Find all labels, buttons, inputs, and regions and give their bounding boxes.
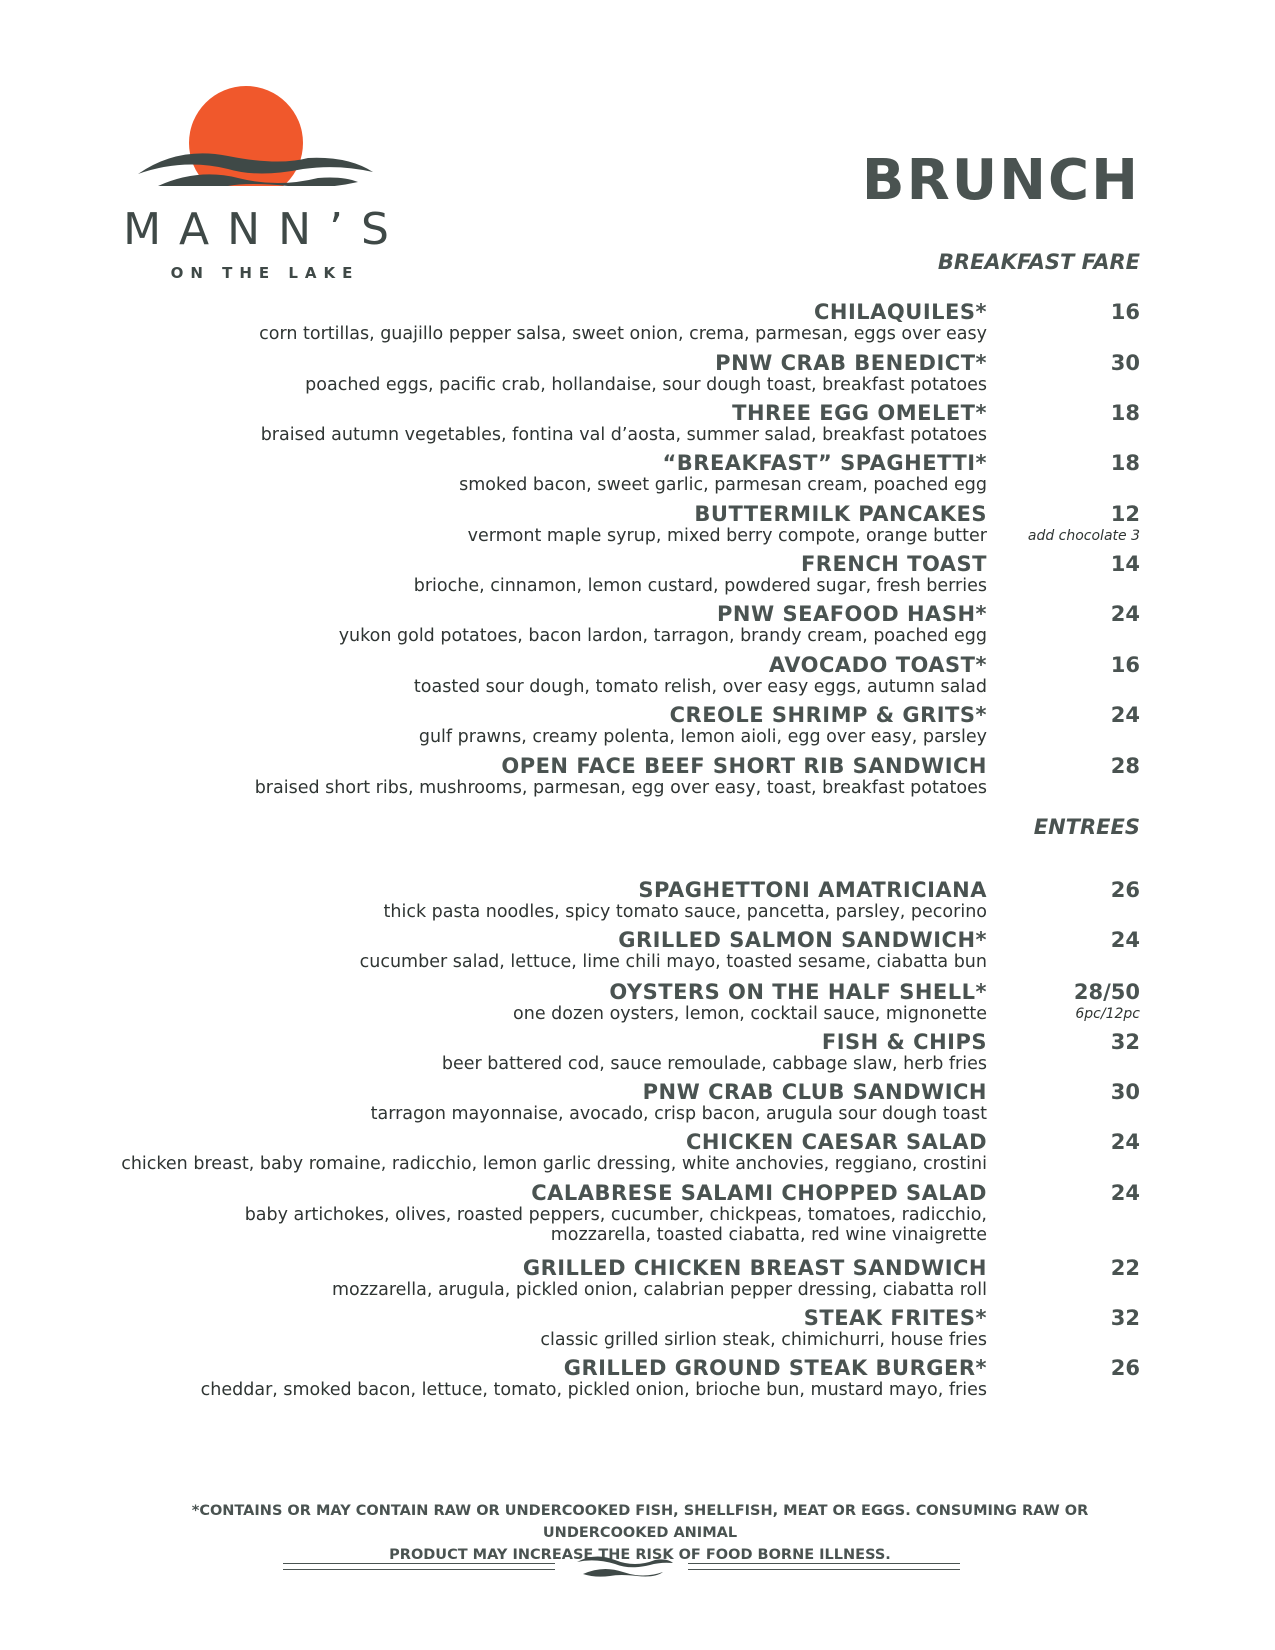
menu-item-name: OPEN FACE BEEF SHORT RIB SANDWICH	[501, 754, 987, 778]
menu-item-description	[442, 1054, 987, 1074]
menu-item-name: CREOLE SHRIMP & GRITS*	[669, 703, 987, 727]
menu-item-description	[384, 902, 987, 922]
footer-divider-left	[283, 1563, 555, 1564]
menu-item-name: CALABRESE SALAMI CHOPPED SALAD	[531, 1181, 987, 1205]
menu-item-name: PNW SEAFOOD HASH*	[717, 602, 987, 626]
menu-item-price: 26	[1110, 878, 1140, 902]
description-line: smoked bacon, sweet garlic, parmesan cream, poached egg	[459, 475, 987, 495]
menu-item-description	[121, 1154, 987, 1174]
menu-item-name: SPAGHETTONI AMATRICIANA	[638, 878, 987, 902]
description-line: poached eggs, pacific crab, hollandaise, sour dough toast, breakfast potatoes	[305, 375, 987, 395]
sun-over-water-icon	[138, 86, 388, 186]
menu-item-name: AVOCADO TOAST*	[768, 653, 987, 677]
wave-icon	[575, 1552, 675, 1580]
menu-item-price: 28	[1110, 754, 1140, 778]
menu-item-name: PNW CRAB BENEDICT*	[715, 351, 987, 375]
menu-item-description	[259, 324, 987, 344]
brand-name: MANN’S	[123, 204, 407, 255]
menu-item-name: THREE EGG OMELET*	[732, 401, 987, 425]
menu-item-price: 24	[1110, 1181, 1140, 1205]
description-line: cucumber salad, lettuce, lime chili mayo, toasted sesame, ciabatta bun	[359, 952, 987, 972]
description-line: one dozen oysters, lemon, cocktail sauce, mignonette	[513, 1004, 987, 1024]
description-line: yukon gold potatoes, bacon lardon, tarragon, brandy cream, poached egg	[338, 626, 987, 646]
menu-item-name: PNW CRAB CLUB SANDWICH	[642, 1080, 987, 1104]
description-line: mozzarella, arugula, pickled onion, calabrian pepper dressing, ciabatta roll	[331, 1280, 987, 1300]
menu-item-name: FRENCH TOAST	[800, 552, 987, 576]
menu-item-description	[261, 425, 987, 445]
menu-item-description	[339, 626, 987, 646]
menu-item-price: 14	[1110, 552, 1140, 576]
description-line: vermont maple syrup, mixed berry compote, orange butter	[467, 526, 987, 546]
menu-item-name: GRILLED GROUND STEAK BURGER*	[563, 1356, 987, 1380]
disclaimer-line: *CONTAINS OR MAY CONTAIN RAW OR UNDERCOOKED FISH, SHELLFISH, MEAT OR EGGS. CONSUMING RAW OR UNDERCOOKED ANIMAL	[191, 1503, 1089, 1541]
menu-item-description	[371, 1104, 987, 1124]
menu-item-price-note: 6pc/12pc	[1075, 1006, 1140, 1022]
menu-item-description	[468, 526, 987, 546]
description-line: cheddar, smoked bacon, lettuce, tomato, pickled onion, brioche bun, mustard mayo, fries	[200, 1380, 987, 1400]
description-line: corn tortillas, guajillo pepper salsa, sweet onion, crema, parmesan, eggs over easy	[259, 324, 987, 344]
menu-item-price: 30	[1110, 1080, 1140, 1104]
menu-item-name: CHILAQUILES*	[814, 300, 987, 324]
menu-item-name: STEAK FRITES*	[803, 1306, 987, 1330]
menu-item-name: CHICKEN CAESAR SALAD	[685, 1130, 987, 1154]
menu-item-description	[255, 778, 987, 798]
description-line: classic grilled sirlion steak, chimichurri, house fries	[540, 1330, 987, 1350]
menu-item-price: 32	[1110, 1030, 1140, 1054]
description-line: tarragon mayonnaise, avocado, crisp bacon, arugula sour dough toast	[370, 1104, 987, 1124]
footer-divider-left	[283, 1569, 555, 1570]
restaurant-logo	[100, 86, 430, 286]
menu-item-description	[360, 952, 987, 972]
footer-divider-right	[688, 1563, 960, 1564]
menu-item-description	[459, 475, 987, 495]
menu-item-description	[513, 1004, 987, 1024]
menu-item-price: 24	[1110, 602, 1140, 626]
menu-item-name: BUTTERMILK PANCAKES	[694, 502, 987, 526]
menu-item-description	[201, 1380, 987, 1400]
menu-item-description	[414, 677, 987, 697]
menu-item-price: 26	[1110, 1356, 1140, 1380]
menu-item-price: 28/50	[1073, 980, 1140, 1004]
description-line: braised autumn vegetables, fontina val d’aosta, summer salad, breakfast potatoes	[260, 425, 987, 445]
menu-item-price: 18	[1110, 451, 1140, 475]
menu-item-name: OYSTERS ON THE HALF SHELL*	[609, 980, 987, 1004]
menu-item-price: 22	[1110, 1256, 1140, 1280]
menu-item-price: 16	[1110, 653, 1140, 677]
menu-item-price: 32	[1110, 1306, 1140, 1330]
menu-item-price: 12	[1110, 502, 1140, 526]
description-line: brioche, cinnamon, lemon custard, powdered sugar, fresh berries	[413, 576, 987, 596]
menu-item-price: 24	[1110, 703, 1140, 727]
disclaimer-line: PRODUCT MAY INCREASE THE RISK OF FOOD BORNE ILLNESS.	[389, 1547, 891, 1563]
page-title: BRUNCH	[861, 148, 1140, 213]
description-line: mozzarella, toasted ciabatta, red wine vinaigrette	[550, 1225, 987, 1245]
menu-item-name: FISH & CHIPS	[821, 1030, 987, 1054]
section-heading-entrees: ENTREES	[1033, 815, 1140, 839]
menu-item-price: 24	[1110, 928, 1140, 952]
menu-item-name: GRILLED SALMON SANDWICH*	[618, 928, 987, 952]
menu-item-price: 24	[1110, 1130, 1140, 1154]
description-line: baby artichokes, olives, roasted peppers, cucumber, chickpeas, tomatoes, radicchio,	[244, 1205, 987, 1225]
section-heading-breakfast: BREAKFAST FARE	[937, 250, 1140, 274]
menu-item-description	[414, 576, 987, 596]
description-line: beer battered cod, sauce remoulade, cabbage slaw, herb fries	[441, 1054, 987, 1074]
description-line: braised short ribs, mushrooms, parmesan, egg over easy, toast, breakfast potatoes	[254, 778, 987, 798]
menu-item-price: 16	[1110, 300, 1140, 324]
menu-item-description	[419, 727, 987, 747]
footer-divider-right	[688, 1569, 960, 1570]
menu-item-description	[540, 1330, 987, 1350]
description-line: toasted sour dough, tomato relish, over easy eggs, autumn salad	[413, 677, 987, 697]
brand-subtitle: ON THE LAKE	[170, 264, 360, 282]
menu-item-description	[305, 375, 987, 395]
description-line: chicken breast, baby romaine, radicchio, lemon garlic dressing, white anchovies, reggiano, crostini	[121, 1154, 987, 1174]
description-line: thick pasta noodles, spicy tomato sauce, pancetta, parsley, pecorino	[383, 902, 987, 922]
menu-item-price-note: add chocolate 3	[1027, 528, 1140, 544]
menu-item-name: “BREAKFAST” SPAGHETTI*	[662, 451, 987, 475]
menu-item-description	[245, 1205, 987, 1245]
description-line: gulf prawns, creamy polenta, lemon aioli, egg over easy, parsley	[418, 727, 987, 747]
menu-item-price: 18	[1110, 401, 1140, 425]
menu-item-description	[332, 1280, 987, 1300]
menu-item-price: 30	[1110, 351, 1140, 375]
menu-item-name: GRILLED CHICKEN BREAST SANDWICH	[522, 1256, 987, 1280]
